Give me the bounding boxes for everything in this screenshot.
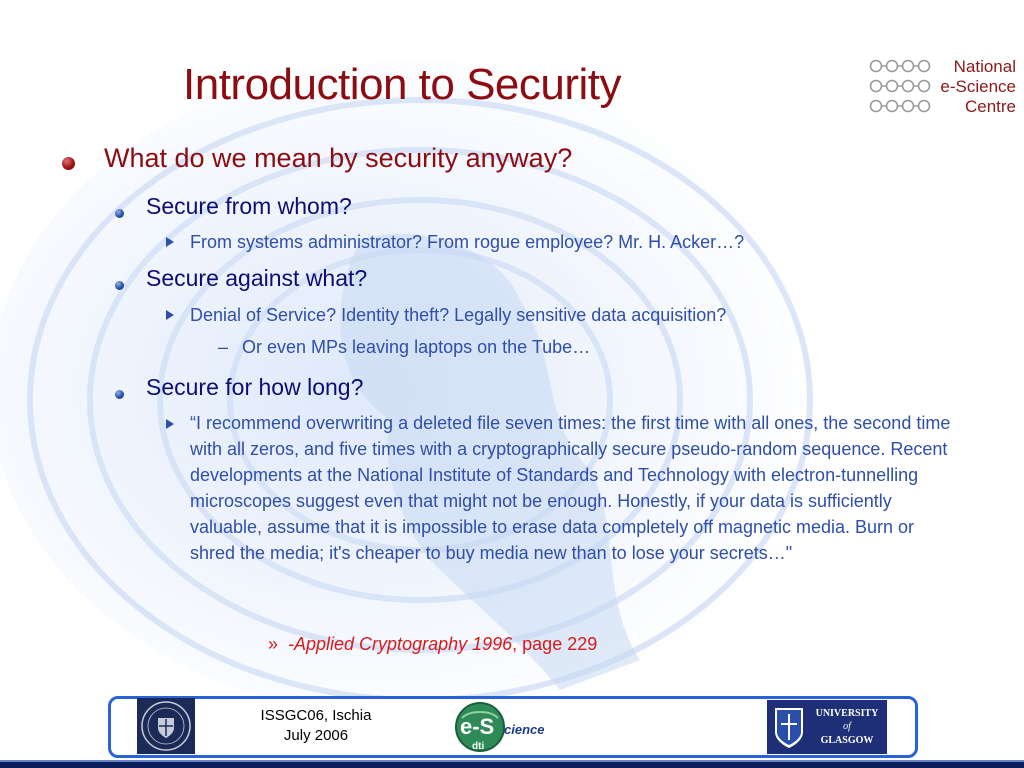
footer-event: ISSGC06, Ischia — [260, 707, 372, 724]
section-heading-what: Secure against what? — [146, 265, 368, 291]
citation-page: , page 229 — [512, 634, 598, 654]
quote-paragraph: “I recommend overwriting a deleted file seven times: the first time with all ones, the second time with all zeros, and five times with a cryptographically secure pseudo-random sequence. Recent developments at the National Institute of Standards and Technology with electron-tunnelling microscopes suggest even that might not be enough. Honestly, if your data is sufficiently valuable, assume that it is impossible to erase data completely off magnetic media. Burn or shred the media; it's cheaper to buy media new than to lose your secrets…" — [190, 413, 951, 563]
section-heading-whom: Secure from whom? — [146, 193, 352, 219]
citation-marker: » — [268, 634, 279, 654]
svg-text:cience: cience — [504, 722, 545, 737]
svg-text:dti: dti — [472, 741, 485, 752]
triangle-bullet-icon — [166, 419, 174, 429]
footer-date: July 2006 — [283, 727, 349, 744]
svg-text:GLASGOW: GLASGOW — [820, 735, 874, 746]
level1-heading: What do we mean by security anyway? — [104, 143, 573, 173]
point-what: Denial of Service? Identity theft? Legally sensitive data acquisition? — [190, 305, 727, 325]
citation — [268, 634, 597, 655]
svg-text:e-Science: e-Science — [940, 77, 1016, 96]
triangle-bullet-icon — [166, 310, 174, 320]
triangle-bullet-icon — [166, 237, 174, 247]
svg-text:of: of — [843, 721, 851, 732]
slide-title: Introduction to Security — [183, 60, 622, 109]
national-e-science-centre-logo — [868, 56, 1018, 120]
svg-text:UNIVERSITY: UNIVERSITY — [815, 708, 879, 719]
footer-event-info — [232, 706, 400, 746]
subpoint-laptops: Or even MPs leaving laptops on the Tube… — [242, 337, 591, 357]
level2-bullet-icon — [115, 390, 124, 399]
footer-bar — [0, 762, 1024, 768]
level1-bullet-icon — [62, 157, 75, 170]
university-of-edinburgh-crest-icon — [137, 698, 195, 754]
section-heading-how-long: Secure for how long? — [146, 374, 364, 400]
point-whom: From systems administrator? From rogue employee? Mr. H. Acker…? — [190, 232, 745, 252]
level2-bullet-icon — [115, 209, 124, 218]
svg-text:Centre: Centre — [964, 97, 1016, 116]
e-science-logo — [448, 700, 564, 754]
university-of-glasgow-logo — [767, 700, 887, 754]
svg-text:e-S: e-S — [460, 714, 495, 739]
level2-bullet-icon — [115, 281, 124, 290]
dash-bullet: – — [218, 337, 229, 357]
svg-text:National: National — [953, 57, 1016, 76]
citation-source: -Applied Cryptography 1996 — [288, 634, 513, 654]
